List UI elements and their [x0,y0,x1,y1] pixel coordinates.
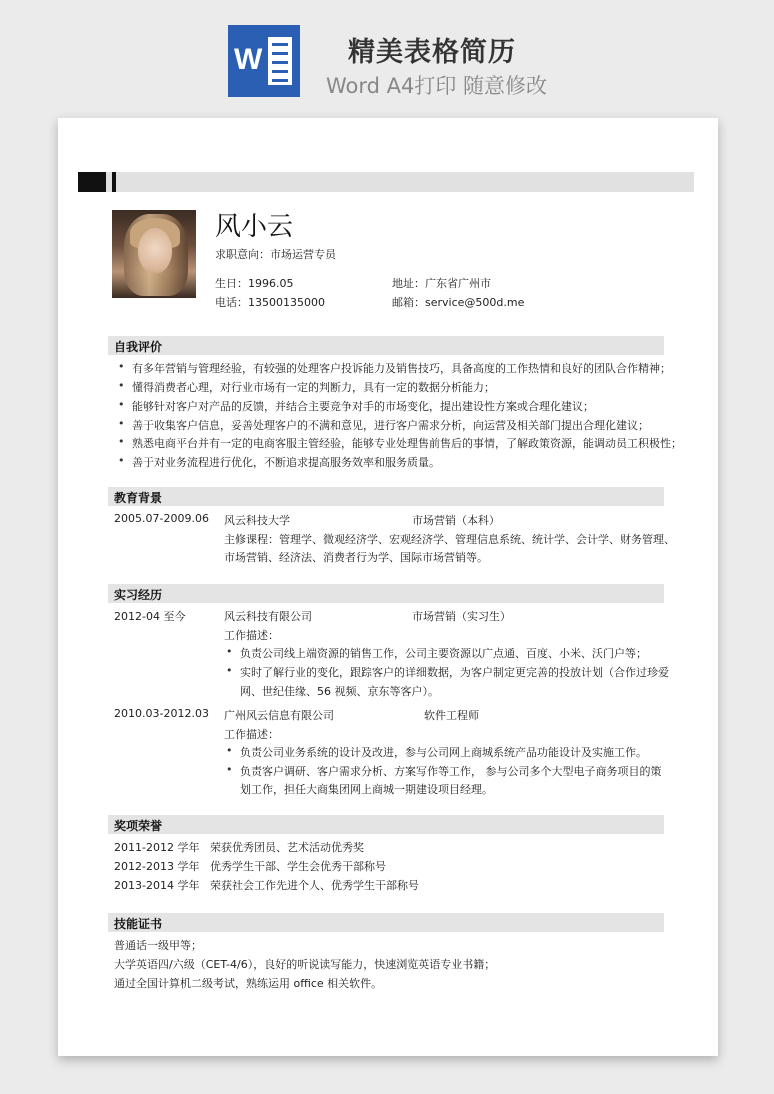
phone: 电话：13500135000 [215,296,325,309]
skill-item: 通过全国计算机二级考试，熟练运用 office 相关软件。 [114,977,383,990]
job-company: 风云科技有限公司 [224,610,312,623]
birth-date: 生日：1996.05 [215,277,294,290]
edu-major: 市场营销（本科） [412,514,500,527]
award-item: 2011-2012 学年 荣获优秀团员、艺术活动优秀奖 [114,841,364,854]
list-item: • 善于收集客户信息，妥善处理客户的不满和意见，进行客户需求分析，向运营及相关部门提出合理化建议； [132,417,649,433]
list-item: • 能够针对客户对产品的反馈，并结合主要竞争对手的市场变化，提出建设性方案或合理化建议； [132,398,594,414]
job-desc-label: 工作描述： [224,728,279,741]
edu-courses: 主修课程：管理学、微观经济学、宏观经济学、管理信息系统、统计学、会计学、财务管理、 [224,533,675,546]
banner [0,0,774,110]
edu-courses-cont: 市场营销、经济法、消费者行为学、国际市场营销等。 [224,551,488,564]
job-intent: 求职意向：市场运营专员 [215,248,336,261]
job-role: 软件工程师 [424,709,479,722]
resume-page [58,118,718,1056]
word-icon [228,25,300,97]
skill-item: 大学英语四/六级（CET-4/6），良好的听说读写能力，快速浏览英语专业书籍； [114,958,496,971]
section-header-awards [108,815,664,834]
section-header-skills [108,913,664,932]
job-desc-label: 工作描述： [224,629,279,642]
candidate-name: 风小云 [215,212,294,242]
edu-period: 2005.07-2009.06 [114,512,209,525]
list-item: • 懂得消费者心理，对行业市场有一定的判断力，具有一定的数据分析能力； [132,379,495,395]
word-icon-letter: W [234,43,263,76]
list-item: • 熟悉电商平台并有一定的电商客服主管经验，能够专业处理售前售后的事情，了解政策资源，能调动员工积极性； [132,435,682,451]
section-title: 奖项荣誉 [114,819,163,833]
list-item-cont: 划工作，担任大商集团网上商城一期建设项目经理。 [240,783,493,796]
address: 地址：广东省广州市 [392,277,491,290]
list-item: • 实时了解行业的变化，跟踪客户的详细数据，为客户制定更完善的投放计划（合作过珍爱 [240,664,669,680]
top-decor-bar [78,172,694,192]
list-item: • 有多年营销与管理经验，有较强的处理客户投诉能力及销售技巧，具备高度的工作热情和良好的团队合作精神； [132,360,671,376]
list-item: • 负责客户调研、客户需求分析、方案写作等工作， 参与公司多个大型电子商务项目的策 [240,763,662,779]
section-title: 教育背景 [114,491,163,505]
job-company: 广州风云信息有限公司 [224,709,334,722]
list-item: • 负责公司业务系统的设计及改进，参与公司网上商城系统产品功能设计及实施工作。 [240,744,647,760]
award-item: 2013-2014 学年 荣获社会工作先进个人、优秀学生干部称号 [114,879,419,892]
section-header-self-eval [108,336,664,355]
edu-school: 风云科技大学 [224,514,290,527]
list-item-cont: 网、世纪佳缘、56 视频、京东等客户）。 [240,685,439,698]
section-title: 技能证书 [114,917,163,931]
skill-item: 普通话一级甲等； [114,939,202,952]
job-period: 2010.03-2012.03 [114,707,209,720]
section-header-internship [108,584,664,603]
banner-title: 精美表格简历 [348,37,516,68]
list-item: • 负责公司线上端资源的销售工作，公司主要资源以广点通、百度、小米、沃门户等； [240,645,647,661]
section-header-education [108,487,664,506]
profile-photo [112,210,196,298]
banner-subtitle: Word A4打印 随意修改 [326,74,548,98]
section-title: 自我评价 [114,340,163,354]
award-item: 2012-2013 学年 优秀学生干部、学生会优秀干部称号 [114,860,386,873]
job-role: 市场营销（实习生） [412,610,511,623]
section-title: 实习经历 [114,588,163,602]
list-item: • 善于对业务流程进行优化，不断追求提高服务效率和服务质量。 [132,454,440,470]
job-period: 2012-04 至今 [114,610,186,623]
email: 邮箱：service@500d.me [392,296,525,309]
